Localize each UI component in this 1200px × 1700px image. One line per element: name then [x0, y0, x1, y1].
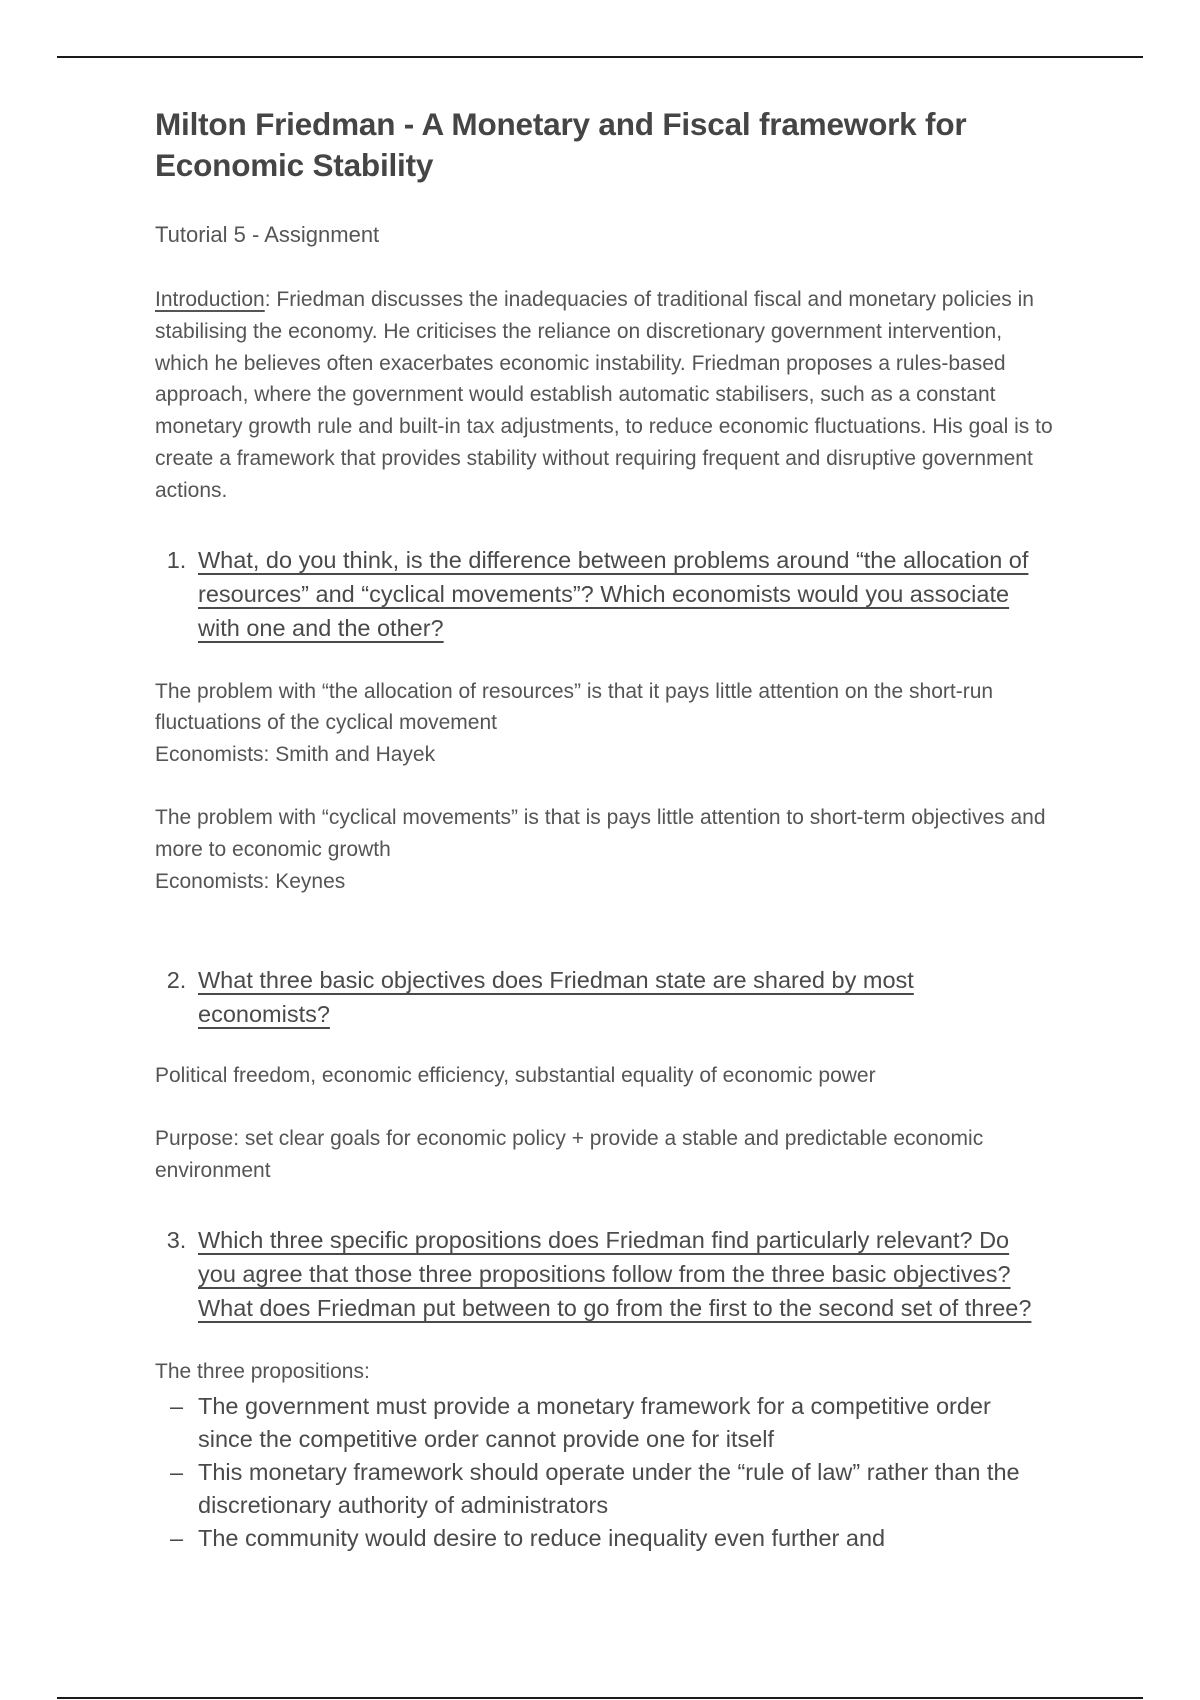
question-1: [155, 543, 1055, 645]
question-text: What three basic objectives does Friedman state are shared by most economists?: [198, 967, 914, 1028]
list-item-text: The government must provide a monetary framework for a competitive order since the competitive order cannot provide one for itself: [198, 1392, 991, 1452]
answer-text: The problem with “the allocation of resources” is that it pays little attention on the short-run fluctuations of the cyclical movement: [155, 679, 994, 735]
introduction-label: Introduction: [155, 288, 265, 311]
question-text: Which three specific propositions does Friedman find particularly relevant? Do you agree that those three propositions follow from the three basic objectives? What does Friedman put between to go from the first to the second set of three?: [198, 1226, 1032, 1321]
list-item: [155, 1456, 1055, 1522]
answer-paragraph: Purpose: set clear goals for economic policy + provide a stable and predictable economic environment: [155, 1127, 984, 1182]
bottom-divider: [57, 1697, 1143, 1699]
answer-heading: The three propositions:: [155, 1359, 370, 1383]
answer-paragraph: Political freedom, economic efficiency, substantial equality of economic power: [155, 1064, 876, 1088]
document-page: [155, 104, 1055, 1555]
answer-economists: Economists: Keynes: [155, 869, 346, 893]
list-item: [155, 1522, 1055, 1555]
introduction-text: : Friedman discusses the inadequacies of traditional fiscal and monetary policies in stabilising the economy. He criticises the reliance on discretionary government intervention, which he believes often exacerbates economic instability. Friedman proposes a rules-based approach, where the government would establish automatic stabilisers, such as a constant monetary growth rule and built-in tax adjustments, to reduce economic fluctuations. His goal is to create a framework that provides stability without requiring frequent and disruptive government actions.: [155, 288, 1053, 502]
question-2: [155, 963, 1055, 1031]
answer-paragraph: [155, 676, 1055, 771]
bullet-dash: –: [169, 1392, 184, 1419]
introduction-paragraph: [155, 284, 1055, 507]
list-item-text: This monetary framework should operate under the “rule of law” rather than the discretionary authority of administrators: [198, 1458, 1020, 1518]
document-subtitle: Tutorial 5 - Assignment: [155, 222, 380, 247]
answer-paragraph: [155, 802, 1055, 897]
question-number: 2.: [166, 967, 187, 994]
question-number: 1.: [166, 546, 187, 573]
answer-economists: Economists: Smith and Hayek: [155, 743, 436, 767]
answer-text: The problem with “cyclical movements” is that is pays little attention to short-term objectives and more to economic growth: [155, 805, 1046, 861]
question-text: What, do you think, is the difference between problems around “the allocation of resources” and “cyclical movements”? Which economists would you associate with one and the other?: [198, 546, 1029, 641]
question-number: 3.: [166, 1226, 187, 1253]
list-item-text: The community would desire to reduce inequality even further and: [198, 1524, 886, 1551]
question-3: [155, 1223, 1055, 1325]
document-title: Milton Friedman - A Monetary and Fiscal framework for Economic Stability: [155, 106, 967, 183]
propositions-list: [155, 1390, 1055, 1555]
top-divider: [57, 56, 1143, 58]
bullet-dash: –: [169, 1524, 184, 1551]
list-item: [155, 1390, 1055, 1456]
bullet-dash: –: [169, 1458, 184, 1485]
